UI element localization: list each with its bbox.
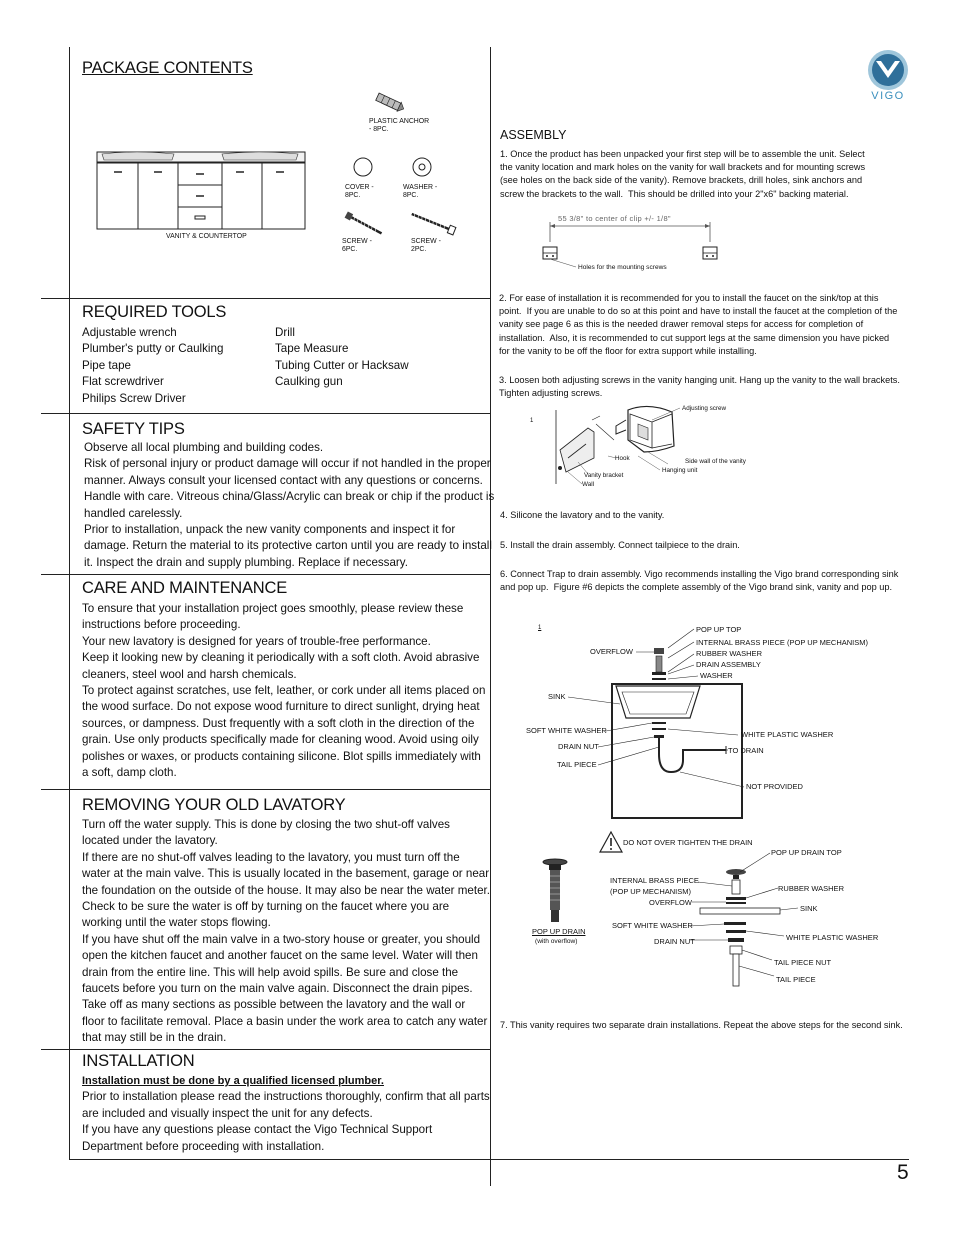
divider-tools [41,298,490,299]
installation-text [82,1073,490,1155]
divider-safety [41,413,490,414]
assembly-step-3: 3. Loosen both adjusting screws in the vanity hanging unit. Hang up the vanity to the wall brackets. Tighten adjusting screws. [499,375,900,399]
tools-title: REQUIRED TOOLS [82,303,227,321]
care-title: CARE AND MAINTENANCE [82,579,288,597]
care-line: a soft, damp cloth. [82,766,177,780]
care-text [82,601,485,781]
label-drain-nut-exploded: DRAIN NUT [654,937,695,946]
care-line: To protect against scratches, use felt, leather, or cork under all items placed on [82,684,486,698]
screw-2pc-label: SCREW - 2PC. [411,238,441,254]
fig-hook-label: Hook [615,455,630,462]
removing-line: Check to be sure the water is off by turning on the faucet where you are [82,900,450,914]
care-line: Keep it looking new by cleaning it periodically with a soft cloth. Avoid abrasive [82,651,480,665]
washer-icon [411,156,433,178]
tools-right-list [275,325,409,391]
label-pop-up-drain-top: POP UP DRAIN TOP [771,848,842,857]
removing-line: faucets before you turn on the main valve again. Disconnect the drain pipes. [82,982,473,996]
label-overflow-exploded: OVERFLOW [649,898,692,907]
fig-side-wall-label: Side wall of the vanity [685,458,746,465]
logo-text: VIGO [871,90,905,102]
fig-vanity-bracket-label: Vanity bracket [584,472,624,479]
tool-item: Tape Measure [275,342,349,356]
assembly-step-2: 2. For ease of installation it is recommended for you to install the faucet on the sink/top at this point. If you are unable to do so at this point and have to install the faucet at the completion of the vanity see page 6 as this is the needed drawer removal steps for access for completion of installation. Also, it is recommended to cut support legs at the same dimension you have picked for the vanity to be off the floor for extra support while installing. [499,293,898,356]
assembly-step-7: 7. This vanity requires two separate drain installations. Repeat the above steps for the second sink. [500,1020,903,1030]
warning-icon [598,830,624,854]
removing-line: If there are no shut-off valves leading to the lavatory, you must turn off the [82,850,460,864]
cover-label: COVER - 8PC. [345,184,374,200]
label-drain-assembly: DRAIN ASSEMBLY [696,660,761,669]
vanity-label: VANITY & COUNTERTOP [166,233,247,240]
removing-title: REMOVING YOUR OLD LAVATORY [82,796,346,814]
page-number: 5 [897,1161,909,1184]
fig-wall-label: Wall [582,481,595,488]
tool-item: Philips Screw Driver [82,391,186,405]
removing-line: floor to facilitate removal. Place a basin under the work area to catch any water [82,1014,488,1028]
safety-title: SAFETY TIPS [82,420,185,438]
care-line: sources, or dampness. Dust frequently with a soft cloth in the direction of the [82,716,475,730]
divider-care [41,574,490,575]
care-line: Your new lavatory is designed for years of trouble-free performance. [82,634,431,648]
label-not-provided: NOT PROVIDED [746,782,803,791]
removing-line: the foundation on the outside of the house. It may also be near the water meter. [82,883,490,897]
assembly-step-1: 1. Once the product has been unpacked your first step will be to assemble the unit. Select the vanity location and mark holes on the vanity for wall brackets and for mounting screws (see holes on the back side of the vanity). Remove brackets, drill holes, sink anchors and screw the brackets to the wall. This should be drilled into your 2"x6" backing material. [500,149,866,199]
screw-6pc-label: SCREW - 6PC. [342,238,372,254]
label-tail-piece-nut: TAIL PIECE NUT [774,958,832,967]
tool-item: Adjustable wrench [82,326,177,339]
removing-line: Take off as many sections as possible between the lavatory and the wall or [82,998,466,1012]
installation-warning: Installation must be done by a qualified licensed plumber. [82,1075,384,1087]
removing-line: located under the lavatory. [82,834,218,848]
safety-line: Prior to installation, unpack the new vanity components and inspect it for [84,523,456,537]
label-soft-white-washer-exploded: SOFT WHITE WASHER [612,921,693,930]
safety-line: handled carelessly. [84,506,183,520]
divider-bottom [69,1159,909,1160]
label-to-drain: TO DRAIN [728,746,764,755]
exploded-pop-up-figure [690,850,800,990]
safety-line: Risk of personal injury or product damage will occur if not handled in the proper [84,457,491,471]
label-white-plastic-washer-exploded: WHITE PLASTIC WASHER [786,933,879,942]
removing-line: working until the water stops flowing. [82,916,271,930]
installation-line: If you have any questions please contact the Vigo Technical Support [82,1123,433,1137]
washer-label: WASHER - 8PC. [403,184,438,200]
divider-installation [41,1049,490,1050]
removing-line: Turn off the water supply. This is done by closing the two shut-off valves [82,818,450,831]
safety-line: it. Inspect the drain and supply plumbing. Replace if necessary. [84,555,408,569]
safety-line: Handle with care. Vitreous china/Glass/Acrylic can break or chip if the product is [84,490,495,504]
label-rubber-washer-exploded: RUBBER WASHER [778,884,844,893]
figure-number: 1 [530,418,534,424]
assembly-step-4: 4. Silicone the lavatory and to the vanity. [500,510,665,520]
tools-left-list [82,325,223,407]
removing-text [82,817,490,1047]
tool-item: Flat screwdriver [82,375,164,389]
tool-item: Caulking gun [275,375,343,389]
label-washer: WASHER [700,671,733,680]
figure-number: 1 [538,625,542,631]
care-line: To ensure that your installation project goes smoothly, please review these [82,602,464,615]
care-line: the wood surface. Do not expose wood furniture to direct sunlight, drying heat [82,700,480,714]
vigo-logo [864,48,912,108]
label-overflow: OVERFLOW [590,647,633,656]
care-line: polishes or waxes, or products containing silicone. Blot spills immediately with [82,749,481,763]
label-drain-nut: DRAIN NUT [558,742,599,751]
fig-hanging-unit-label: Hanging unit [662,467,698,474]
removing-line: If you have shut off the main valve in a two-story house or greater, you should [82,932,481,946]
cover-icon [352,156,374,178]
package-title: PACKAGE CONTENTS [82,59,253,77]
center-divider [490,47,491,1186]
tool-item: Pipe tape [82,358,131,372]
left-border [69,47,70,1160]
removing-line: drain from the entire line. This will help avoid spills. Be sure and close the [82,965,459,979]
label-sink: SINK [548,692,566,701]
vigo-logo-icon [864,48,912,96]
tool-item: Tubing Cutter or Hacksaw [275,358,409,372]
vanity-countertop-drawing [96,150,306,232]
label-rubber-washer: RUBBER WASHER [696,649,762,658]
anchor-label: PLASTIC ANCHOR - 8PC. [369,118,430,134]
screw-2pc-icon [406,210,462,236]
safety-text [84,440,494,571]
removing-line: open the kitchen faucet and another faucet on the same level. Water will then [82,949,478,963]
label-internal-brass-piece-exploded: INTERNAL BRASS PIECE (POP UP MECHANISM) [610,876,699,896]
removing-line: water at the main valve. This is usually located in the basement, garage or near [82,867,490,881]
tool-item: Drill [275,326,295,339]
label-pop-up-top: POP UP TOP [696,625,742,634]
label-white-plastic-washer: WHITE PLASTIC WASHER [741,730,834,739]
removing-line: that may still be in the drain. [82,1031,227,1045]
plastic-anchor-icon [374,95,408,111]
label-tail-piece: TAIL PIECE [557,760,597,769]
safety-line: manner. Always consult your licensed contact with any questions or concerns. [84,473,483,487]
care-line: grain. Use only products specifically made for cleaning wood. Avoid using oily [82,733,479,747]
care-line: cleaners, steel wool and harsh chemicals. [82,667,297,681]
holes-label: Holes for the mounting screws [578,264,667,271]
label-tail-piece-exploded: TAIL PIECE [776,975,816,984]
label-pop-up-drain: POP UP DRAIN [532,927,586,936]
screw-6pc-icon [342,212,388,236]
safety-line: Observe all local plumbing and building codes. [84,441,324,454]
label-soft-white-washer: SOFT WHITE WASHER [526,726,607,735]
care-line: instructions before proceeding. [82,618,241,632]
label-do-not-over-tighten: DO NOT OVER TIGHTEN THE DRAIN [623,838,753,847]
safety-line: damage. Return the material to its protective carton until you are ready to install [84,539,492,553]
divider-removing [41,789,490,790]
dimension-label: 55 3/8" to center of clip +/- 1/8" [558,214,671,223]
installation-title: INSTALLATION [82,1052,195,1070]
assembly-title: ASSEMBLY [500,128,567,142]
label-sink-exploded: SINK [800,904,818,913]
label-internal-brass-piece: INTERNAL BRASS PIECE (POP UP MECHANISM) [696,638,868,647]
label-with-overflow: (with overflow) [535,938,578,945]
assembly-step-6: 6. Connect Trap to drain assembly. Vigo recommends installing the Vigo brand corresponding sink and pop up. Figure #6 depicts the complete assembly of the Vigo brand sink, vanity and pop up. [500,569,899,593]
installation-line: are included and visually inspect the unit for any defects. [82,1106,373,1120]
installation-line: Prior to installation please read the instructions thoroughly, confirm that all parts [82,1090,490,1104]
pop-up-drain-icon [540,856,570,926]
fig-adjusting-screw-label: Adjusting screw [682,405,727,412]
assembly-step-5: 5. Install the drain assembly. Connect tailpiece to the drain. [500,540,740,550]
installation-line: Department before proceeding with installation. [82,1139,325,1153]
tool-item: Plumber's putty or Caulking [82,342,224,356]
